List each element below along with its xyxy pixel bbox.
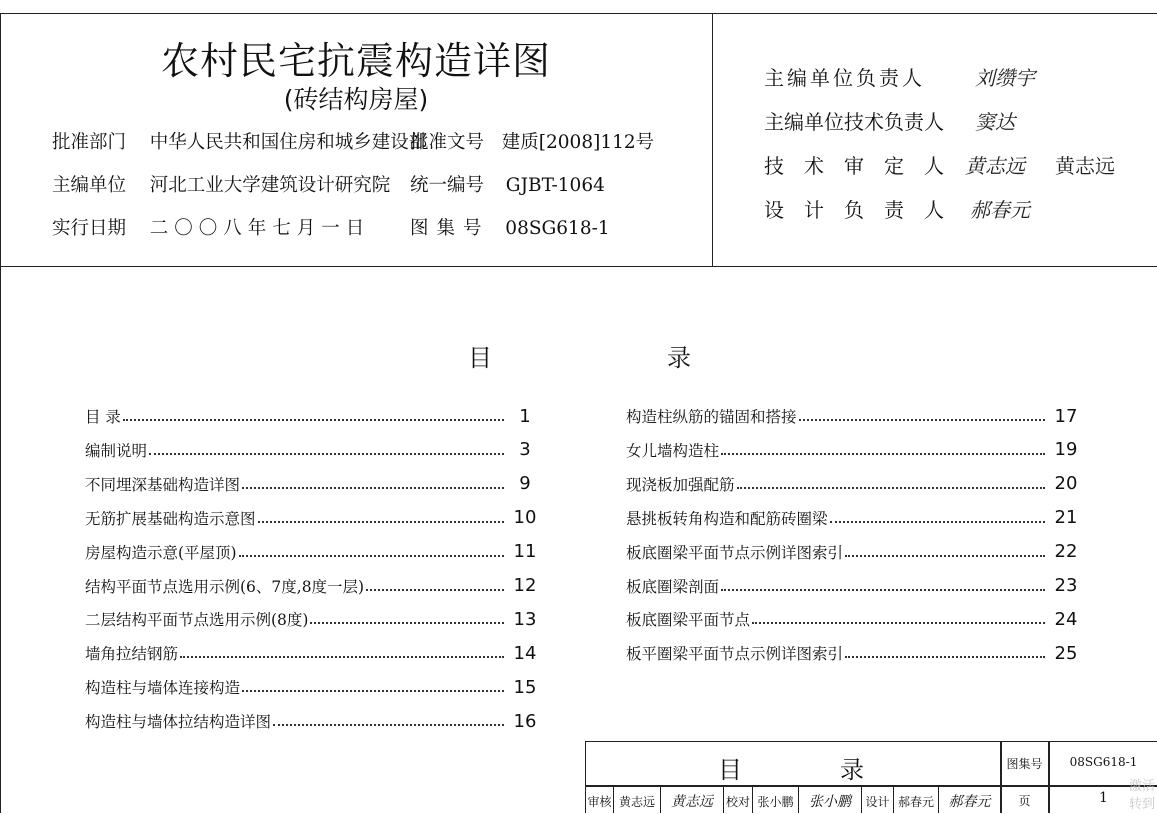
atlas-no: 08SG618-1: [505, 218, 610, 239]
leader-dots: [799, 419, 1045, 421]
toc-right-item: [626, 607, 1081, 631]
toc-item-page: 14: [513, 642, 537, 664]
unified-no-row: [410, 171, 605, 197]
toc-item-page: 9: [519, 473, 531, 495]
toc-right-item: [626, 574, 1081, 598]
tb-check-name: 张小鹏: [757, 795, 794, 809]
toc-item-title: 不同埋深基础构造详图: [85, 475, 241, 494]
leader-dots: [830, 521, 1045, 523]
toc-item-page: 17: [1054, 405, 1078, 427]
leader-dots: [737, 487, 1045, 489]
effective-date: 二〇〇八年七月一日: [149, 218, 371, 239]
leader-dots: [239, 555, 504, 557]
leader-dots: [242, 487, 504, 489]
toc-left-item: [85, 438, 540, 462]
watermark-line-2: 转到: [1128, 797, 1155, 812]
approval-row: [52, 128, 427, 154]
tb-check-sig: 张小鹏: [809, 794, 851, 810]
effective-date-row: [52, 214, 370, 240]
toc-item-page: 25: [1054, 642, 1078, 664]
signature-3: 黄志远: [965, 154, 1025, 178]
toc-left-item: [85, 472, 540, 496]
tb-check-label: 校对: [725, 795, 750, 809]
toc-item-page: 24: [1054, 608, 1078, 630]
signature-2: 窦达: [975, 110, 1015, 134]
leader-dots: [273, 724, 504, 726]
approval-dept: 中华人民共和国住房和城乡建设部: [149, 132, 428, 153]
toc-item-title: 墙角拉结钢筋: [85, 645, 179, 664]
effective-date-label: 实行日期: [52, 218, 127, 239]
toc-left-item: [85, 506, 540, 530]
tb-review-name: 黄志远: [618, 795, 655, 809]
toc-right-item: [626, 438, 1081, 462]
leader-dots: [721, 589, 1045, 591]
tb-review-sig: 黄志远: [671, 794, 713, 810]
toc-item-page: 3: [519, 439, 531, 461]
toc-item-page: 19: [1054, 439, 1078, 461]
leader-dots: [149, 453, 504, 455]
toc-item-title: 板底圈梁剖面: [626, 577, 720, 596]
editor-unit-label: 主编单位: [52, 175, 127, 196]
unified-no-label: 统一编号: [410, 175, 485, 196]
toc-item-page: 20: [1054, 473, 1078, 495]
responsible-role-3: 技术审定人: [764, 154, 964, 178]
tb-review-label: 审核: [587, 795, 612, 809]
toc-left-item: [85, 641, 540, 665]
tb-page-label: 页: [1018, 794, 1031, 808]
toc-item-title: 房屋构造示意(平屋顶): [85, 543, 237, 562]
toc-item-title: 二层结构平面节点选用示例(8度): [85, 611, 309, 630]
atlas-subtitle: (砖结构房屋): [283, 85, 429, 114]
editor-unit: 河北工业大学建筑设计研究院: [149, 175, 391, 196]
tb-atlas-value: 08SG618-1: [1069, 755, 1138, 769]
toc-right-item: [626, 641, 1081, 665]
editor-unit-row: [52, 171, 390, 197]
toc-item-page: 22: [1054, 541, 1078, 563]
leader-dots: [845, 656, 1045, 658]
tb-page-value: 1: [1099, 790, 1108, 806]
tb-name-left: 目: [718, 756, 742, 784]
toc-item-page: 23: [1054, 575, 1078, 596]
responsible-role-2: 主编单位技术负责人: [764, 110, 944, 134]
toc-item-page: 16: [513, 710, 537, 732]
toc-item-title: 板底圈梁平面节点示例详图索引: [626, 543, 844, 562]
signature-4: 郝春元: [970, 198, 1030, 222]
toc-item-title: 女儿墙构造柱: [626, 441, 720, 460]
toc-left-item: [85, 607, 540, 631]
header-divider: [712, 13, 713, 266]
responsible-role-1: 主编单位负责人: [764, 66, 925, 90]
leader-dots: [180, 656, 504, 658]
toc-right-item: [626, 540, 1081, 564]
toc-item-page: 11: [513, 541, 537, 563]
toc-item-title: 无筋扩展基础构造示意图: [85, 509, 256, 528]
toc-title-left: 目: [468, 344, 492, 372]
approval-dept-label: 批准部门: [52, 132, 127, 153]
leader-dots: [242, 690, 504, 692]
toc-left-item: [85, 574, 540, 598]
tb-design-label: 设计: [865, 795, 890, 809]
toc-left-item: [85, 404, 540, 428]
toc-right-item: [626, 404, 1081, 428]
leader-dots: [310, 622, 504, 624]
toc-item-title: 板平圈梁平面节点示例详图索引: [626, 645, 844, 664]
toc-item-page: 15: [513, 676, 537, 698]
leader-dots: [258, 521, 504, 523]
toc-left-item: [85, 675, 540, 699]
atlas-no-label: 图集号: [410, 218, 490, 239]
toc-item-title: 目 录: [85, 408, 121, 426]
toc-item-title: 现浇板加强配筋: [626, 475, 735, 494]
toc-right-item: [626, 506, 1081, 530]
approval-doc-row: [410, 128, 654, 154]
tb-name-right: 录: [840, 756, 864, 784]
leader-dots: [123, 419, 504, 421]
toc-item-page: 10: [513, 507, 537, 529]
toc-item-title: 构造柱与墙体连接构造: [85, 679, 241, 698]
unified-no: GJBT-1064: [505, 175, 605, 196]
toc-title-right: 录: [667, 344, 691, 372]
tb-design-sig: 郝春元: [948, 794, 991, 810]
leader-dots: [366, 589, 504, 591]
approval-doc-label: 批准文号: [410, 132, 485, 153]
toc-right-item: [626, 472, 1081, 496]
atlas-no-row: [410, 214, 610, 240]
toc-left-item: [85, 540, 540, 564]
toc-item-page: 13: [513, 608, 537, 630]
toc-item-title: 构造柱纵筋的锚固和搭接: [626, 408, 797, 426]
leader-dots: [721, 453, 1045, 455]
toc-item-page: 12: [513, 575, 537, 596]
responsible-role-4: 设计负责人: [764, 198, 964, 222]
signature-3b: 黄志远: [1055, 154, 1115, 178]
header-bottom-rule: [0, 266, 1157, 267]
approval-doc: 建质[2008]112号: [501, 132, 655, 153]
toc-item-title: 编制说明: [85, 441, 148, 460]
toc-item-page: 1: [519, 405, 531, 427]
toc-item-page: 21: [1054, 507, 1078, 529]
toc-item-title: 板底圈梁平面节点: [626, 611, 751, 630]
signature-1: 刘缵宇: [975, 66, 1035, 90]
tb-atlas-label: 图集号: [1006, 757, 1043, 771]
watermark-line-1: 激活: [1128, 779, 1155, 794]
leader-dots: [845, 555, 1045, 557]
toc-item-title: 结构平面节点选用示例(6、7度,8度一层): [85, 577, 365, 596]
leader-dots: [752, 622, 1045, 624]
os-watermark: [1129, 778, 1155, 814]
tb-design-name: 郝春元: [897, 795, 934, 809]
toc-left-item: [85, 709, 540, 733]
atlas-title: 农村民宅抗震构造详图: [160, 39, 551, 83]
toc-item-title: 悬挑板转角构造和配筋砖圈梁: [626, 509, 828, 528]
toc-item-title: 构造柱与墙体拉结构造详图: [85, 713, 272, 732]
